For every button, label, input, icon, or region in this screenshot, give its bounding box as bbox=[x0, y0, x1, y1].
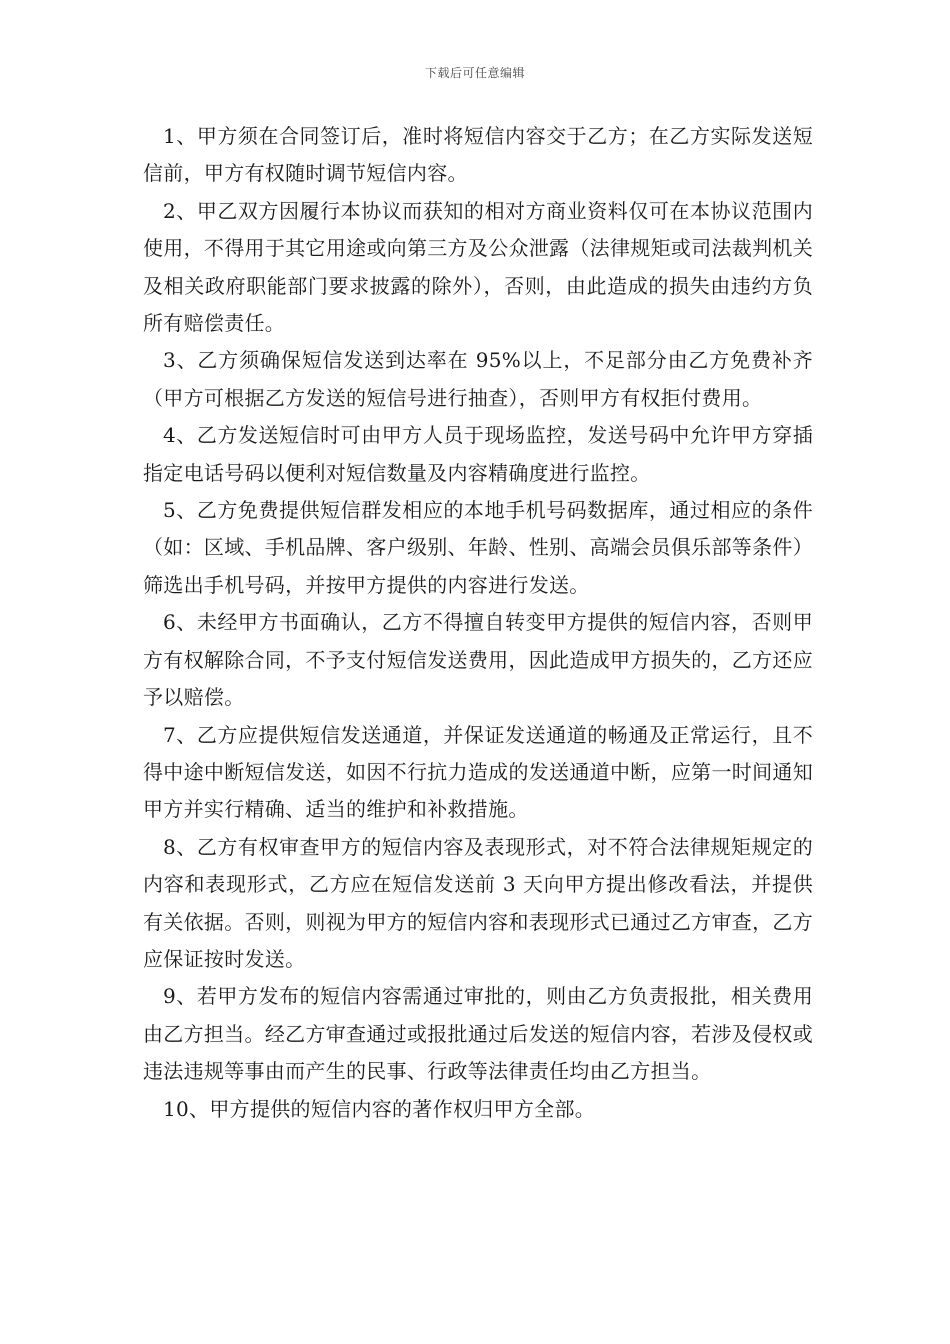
clause-8: 8、乙方有权审查甲方的短信内容及表现形式，对不符合法律规矩规定的内容和表现形式，乙方应在短信发送前 3 天向甲方提出修改看法，并提供有关依据。否则，则视为甲方的短信内容和表现形式已通过乙方审查，乙方应保证按时发送。 bbox=[143, 834, 813, 971]
clause-4: 4、乙方发送短信时可由甲方人员于现场监控，发送号码中允许甲方穿插指定电话号码以便利对短信数量及内容精确度进行监控。 bbox=[143, 423, 813, 485]
clause-6: 6、未经甲方书面确认，乙方不得擅自转变甲方提供的短信内容，否则甲方有权解除合同，不予支付短信发送费用，因此造成甲方损失的，乙方还应予以赔偿。 bbox=[143, 610, 813, 710]
contract-clauses bbox=[143, 118, 813, 1128]
clause-2: 2、甲乙双方因履行本协议而获知的相对方商业资料仅可在本协议范围内使用，不得用于其它用途或向第三方及公众泄露（法律规矩或司法裁判机关及相关政府职能部门要求披露的除外），否则，由此造成的损失由违约方负所有赔偿责任。 bbox=[143, 198, 813, 336]
clause-3: 3、乙方须确保短信发送到达率在 95%以上，不足部分由乙方免费补齐（甲方可根据乙方发送的短信号进行抽查），否则甲方有权拒付费用。 bbox=[143, 348, 813, 410]
clause-1: 1、甲方须在合同签订后，准时将短信内容交于乙方；在乙方实际发送短信前，甲方有权随时调节短信内容。 bbox=[143, 124, 813, 186]
clause-7: 7、乙方应提供短信发送通道，并保证发送通道的畅通及正常运行，且不得中途中断短信发送，如因不行抗力造成的发送通道中断，应第一时间通知甲方并实行精确、适当的维护和补救措施。 bbox=[143, 722, 813, 822]
clause-5: 5、乙方免费提供短信群发相应的本地手机号码数据库，通过相应的条件（如：区域、手机品牌、客户级别、年龄、性别、高端会员俱乐部等条件）筛选出手机号码，并按甲方提供的内容进行发送。 bbox=[143, 498, 813, 597]
header-note: 下载后可任意编辑 bbox=[424, 66, 525, 80]
clause-9: 9、若甲方发布的短信内容需通过审批的，则由乙方负责报批，相关费用由乙方担当。经乙方审查通过或报批通过后发送的短信内容，若涉及侵权或违法违规等事由而产生的民事、行政等法律责任均由乙方担当。 bbox=[143, 984, 813, 1084]
clause-10: 10、甲方提供的短信内容的著作权归甲方全部。 bbox=[163, 1096, 596, 1121]
